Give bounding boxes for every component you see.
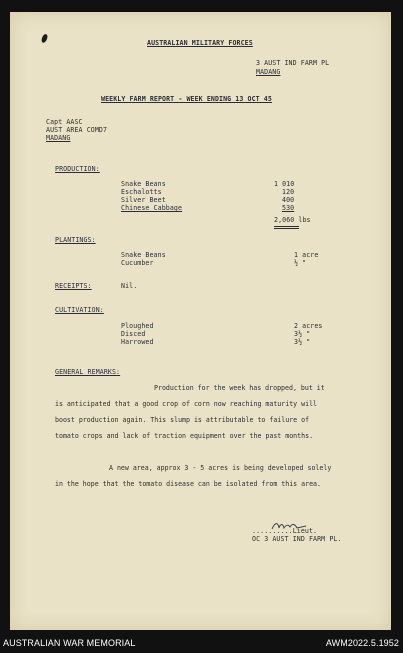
- remarks-paragraph-line: in the hope that the tomato disease can be isolated from this area.: [55, 480, 321, 488]
- recipient-line-3: MADANG: [46, 134, 71, 142]
- cultivation-heading: CULTIVATION:: [55, 306, 104, 314]
- production-item-name: Silver Beet: [121, 196, 166, 204]
- unit-location: MADANG: [256, 68, 281, 76]
- unit-name: 3 AUST IND FARM PL: [256, 59, 330, 67]
- production-total: 2,060 lbs: [274, 216, 311, 224]
- recipient-line-2: AUST AREA COMD7: [46, 126, 108, 134]
- cultivation-item-qty: 3½ ": [294, 338, 311, 346]
- cultivation-item-qty: 3½ ": [294, 330, 311, 338]
- production-item-name: Chinese Cabbage: [121, 204, 183, 212]
- production-item-qty: 120: [282, 188, 295, 196]
- remarks-paragraph-line: is anticipated that a good crop of corn now reaching maturity will: [55, 400, 318, 408]
- total-underline: [274, 226, 299, 227]
- remarks-paragraph-line: Production for the week has dropped, but it: [154, 384, 325, 392]
- remarks-paragraph-line: boost production again. This slump is attributable to failure of: [55, 416, 310, 424]
- receipts-heading: RECEIPTS:: [55, 282, 92, 290]
- recipient-line-1: Capt AASC: [46, 118, 83, 126]
- production-item-qty: 400: [282, 196, 295, 204]
- remarks-paragraph-line: tomato crops and lack of traction equipment over the past months.: [55, 432, 314, 440]
- total-double-underline: [274, 228, 299, 229]
- cultivation-item-name: Disced: [121, 330, 146, 338]
- planting-item-name: Cucumber: [121, 259, 154, 267]
- remarks-paragraph-line: A new area, approx 3 - 5 acres is being developed solely: [109, 464, 332, 472]
- document-title: AUSTRALIAN MILITARY FORCES: [147, 39, 253, 47]
- plantings-heading: PLANTINGS:: [55, 236, 96, 244]
- remarks-heading: GENERAL REMARKS:: [55, 368, 121, 376]
- cultivation-item-name: Harrowed: [121, 338, 154, 346]
- planting-item-qty: 1 acre: [294, 251, 319, 259]
- footer-accession-number: AWM2022.5.1952: [325, 638, 399, 648]
- production-item-qty: 1 010: [274, 180, 295, 188]
- production-item-name: Snake Beans: [121, 180, 166, 188]
- cultivation-item-name: Ploughed: [121, 322, 154, 330]
- production-heading: PRODUCTION:: [55, 165, 100, 173]
- receipts-value: Nil.: [121, 282, 138, 290]
- production-item-name: Eschalotts: [121, 188, 162, 196]
- signature-title: OC 3 AUST IND FARM PL.: [252, 535, 342, 543]
- cultivation-item-qty: 2 acres: [294, 322, 323, 330]
- signature-line: ..........Lieut.: [252, 527, 318, 535]
- planting-item-name: Snake Beans: [121, 251, 166, 259]
- report-title: WEEKLY FARM REPORT - WEEK ENDING 13 OCT 45: [101, 95, 272, 103]
- planting-item-qty: ½ ": [294, 259, 307, 267]
- footer-source: AUSTRALIAN WAR MEMORIAL: [3, 638, 136, 648]
- production-item-qty: 530: [282, 204, 295, 212]
